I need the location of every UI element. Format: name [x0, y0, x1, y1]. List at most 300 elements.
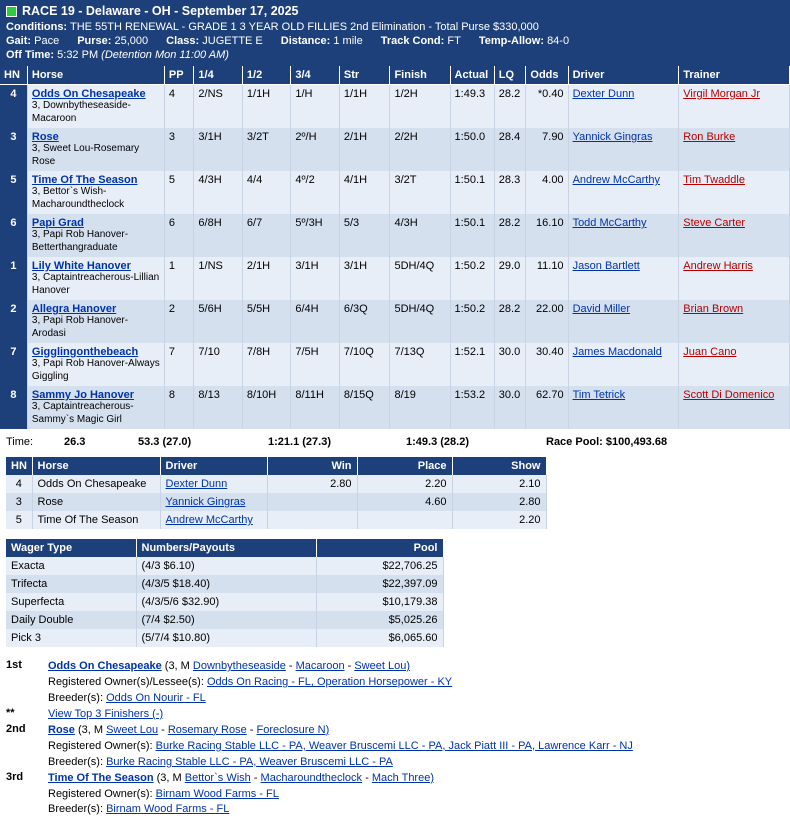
purse-label: Purse:: [77, 35, 112, 47]
wager-pool: $6,065.60: [316, 629, 443, 647]
row-str: 8/15Q: [339, 386, 390, 429]
view-top3-row: [6, 707, 790, 723]
row-driver-cell: [568, 343, 679, 386]
row-finish: 5DH/4Q: [390, 257, 450, 300]
row-q1: 8/13: [194, 386, 242, 429]
driver-link[interactable]: Yannick Gingras: [165, 496, 246, 508]
owner-label: Registered Owner(s)/Lessee(s):: [48, 675, 204, 688]
row-horse-cell: [27, 300, 164, 343]
payout-driver-cell: [160, 511, 267, 529]
horse-breeding: 3, Papi Rob Hanover-Always Giggling: [31, 358, 160, 382]
damsire-link[interactable]: Foreclosure N): [256, 723, 330, 736]
trainer-link[interactable]: Steve Carter: [683, 217, 745, 229]
horse-link[interactable]: Papi Grad: [31, 217, 84, 229]
row-q3: 1/H: [291, 85, 339, 129]
off-time-label: Off Time:: [6, 49, 55, 61]
track-cond-field: [381, 35, 461, 47]
owner-line: [48, 675, 790, 691]
owner-link[interactable]: Burke Racing Stable LLC - PA, Weaver Bruscemi LLC - PA, Jack Piatt III - PA, Lawrence Karr - NJ: [155, 739, 633, 752]
breeder-line: [48, 691, 790, 707]
payout-win: [267, 493, 357, 511]
row-str: 1/1H: [339, 85, 390, 129]
breeder-link[interactable]: Odds On Nourir - FL: [106, 691, 206, 704]
time-final: 1:49.3 (28.2): [406, 436, 469, 448]
fractional-times-row: [0, 429, 790, 455]
sire-link[interactable]: Downbytheseaside: [192, 660, 286, 672]
row-q2: 8/10H: [242, 386, 290, 429]
wager-header-row: [6, 539, 443, 557]
breeder-link[interactable]: Birnam Wood Farms - FL: [106, 803, 230, 816]
owner-line: [48, 739, 790, 755]
horse-link[interactable]: Odds On Chesapeake: [48, 660, 162, 672]
payouts-header-row: [6, 457, 546, 475]
horse-link[interactable]: Gigglingonthebeach: [31, 346, 139, 358]
temp-allow-label: Temp-Allow:: [478, 35, 544, 47]
row-finish: 3/2T: [390, 171, 450, 214]
time-label: Time:: [6, 436, 34, 448]
col-pp: PP: [164, 66, 194, 85]
row-hn: 7: [0, 343, 27, 386]
wager-row: [6, 629, 443, 647]
wager-table: [6, 539, 444, 647]
breeder-line: [48, 755, 790, 771]
results-header-row: [0, 66, 790, 85]
finisher-entry: [6, 659, 790, 707]
row-hn: 2: [0, 300, 27, 343]
payout-show: 2.20: [452, 511, 546, 529]
wager-row: [6, 557, 443, 575]
row-trainer-cell: [679, 85, 790, 129]
wager-numbers: (4/3/5/6 $32.90): [136, 593, 316, 611]
row-driver-cell: [568, 214, 679, 257]
row-trainer-cell: [679, 171, 790, 214]
row-driver-cell: [568, 257, 679, 300]
driver-link[interactable]: Jason Bartlett: [572, 260, 640, 272]
col-quarter: 1/4: [194, 66, 242, 85]
row-horse-cell: [27, 343, 164, 386]
row-q3: 7/5H: [291, 343, 339, 386]
row-q2: 6/7: [242, 214, 290, 257]
row-q2: 2/1H: [242, 257, 290, 300]
race-pool-value: $100,493.68: [605, 436, 668, 448]
col-lq: LQ: [494, 66, 526, 85]
finish-position: 3rd: [6, 770, 24, 783]
pay-col-win: Win: [267, 457, 357, 475]
row-q2: 3/2T: [242, 128, 290, 171]
driver-link[interactable]: Tim Tetrick: [572, 389, 626, 401]
row-actual: 1:50.1: [450, 171, 494, 214]
row-odds: 7.90: [526, 128, 568, 171]
row-hn: 5: [0, 171, 27, 214]
row-trainer-cell: [679, 257, 790, 300]
time-threequarter: 1:21.1 (27.3): [268, 436, 331, 448]
driver-link[interactable]: Yannick Gingras: [572, 131, 653, 143]
pay-col-driver: Driver: [160, 457, 267, 475]
class-field: [166, 35, 263, 47]
trainer-link[interactable]: Ron Burke: [683, 131, 736, 143]
table-row: [0, 386, 790, 429]
horse-link[interactable]: Lily White Hanover: [31, 260, 131, 272]
row-q2: 7/8H: [242, 343, 290, 386]
table-row: [0, 257, 790, 300]
row-hn: 8: [0, 386, 27, 429]
payout-hn: 3: [6, 493, 32, 511]
row-str: 2/1H: [339, 128, 390, 171]
wager-col-pool: Pool: [316, 539, 443, 557]
page-title: RACE 19 - Delaware - OH - September 17, 2025: [22, 4, 299, 18]
wager-row: [6, 575, 443, 593]
row-q1: 7/10: [194, 343, 242, 386]
trainer-link[interactable]: Juan Cano: [683, 346, 737, 358]
table-row: [0, 300, 790, 343]
row-q1: 5/6H: [194, 300, 242, 343]
payouts-table: [6, 457, 547, 529]
payout-hn: 5: [6, 511, 32, 529]
horse-link[interactable]: Allegra Hanover: [31, 303, 117, 315]
row-driver-cell: [568, 171, 679, 214]
payout-row: [6, 511, 546, 529]
finish-position: 2nd: [6, 722, 26, 735]
payout-horse: Odds On Chesapeake: [32, 475, 160, 493]
payout-row: [6, 475, 546, 493]
horse-link[interactable]: Time Of The Season: [48, 771, 154, 784]
wager-type: Daily Double: [6, 611, 136, 629]
gait-value: Pace: [34, 35, 60, 47]
horse-breeding: 3, Captaintreacherous-Sammy`s Magic Girl: [31, 401, 134, 425]
col-threequarter: 3/4: [291, 66, 339, 85]
time-half: 53.3 (27.0): [138, 436, 192, 448]
distance-field: [281, 35, 363, 47]
row-trainer-cell: [679, 386, 790, 429]
horse-link[interactable]: Rose: [48, 723, 75, 736]
horse-breeding: 3, Bettor`s Wish-Macharoundtheclock: [31, 186, 125, 210]
col-str: Str: [339, 66, 390, 85]
row-horse-cell: [27, 128, 164, 171]
race-header: [0, 0, 790, 66]
damsire-link[interactable]: Mach Three): [371, 771, 434, 784]
row-hn: 3: [0, 128, 27, 171]
wager-type: Trifecta: [6, 575, 136, 593]
row-horse-cell: [27, 85, 164, 129]
wager-pool: $5,025.26: [316, 611, 443, 629]
col-half: 1/2: [242, 66, 290, 85]
row-actual: 1:52.1: [450, 343, 494, 386]
pay-col-place: Place: [357, 457, 452, 475]
row-finish: 7/13Q: [390, 343, 450, 386]
row-odds: 16.10: [526, 214, 568, 257]
row-pp: 7: [164, 343, 194, 386]
row-horse-cell: [27, 214, 164, 257]
off-time-line: [6, 49, 784, 61]
row-finish: 2/2H: [390, 128, 450, 171]
row-driver-cell: [568, 300, 679, 343]
conditions-line: [6, 21, 784, 33]
class-value: JUGETTE E: [202, 35, 263, 47]
wager-col-type: Wager Type: [6, 539, 136, 557]
driver-link[interactable]: Todd McCarthy: [572, 217, 647, 229]
row-trainer-cell: [679, 300, 790, 343]
col-finish: Finish: [390, 66, 450, 85]
row-hn: 4: [0, 85, 27, 129]
row-q3: 5º/3H: [291, 214, 339, 257]
payout-place: 2.20: [357, 475, 452, 493]
wager-numbers: (4/3 $6.10): [136, 557, 316, 575]
purse-field: [77, 35, 148, 47]
row-finish: 5DH/4Q: [390, 300, 450, 343]
row-q1: 1/NS: [194, 257, 242, 300]
race-attributes-line: [6, 35, 784, 47]
table-row: [0, 171, 790, 214]
owner-link[interactable]: Odds On Racing - FL, Operation Horsepower - KY: [206, 675, 453, 688]
race-title-row: [6, 4, 784, 18]
row-pp: 4: [164, 85, 194, 129]
finisher-details: Rose (3, M Sweet Lou - Rosemary Rose - Foreclosure N) Registered Owner(s): Burke Racing Stable LLC - PA, Weaver Bruscemi LLC - PA, Jack Piatt III - PA, Lawrence Karr - NJ Breeder(s): Burke Racing Stable LLC - PA, Weaver Bruscemi LLC - PA: [48, 723, 790, 771]
row-q2: 1/1H: [242, 85, 290, 129]
horse-sex: (3, M: [156, 771, 182, 784]
view-top-3-finishers-link[interactable]: View Top 3 Finishers (-): [48, 707, 164, 720]
col-horse: Horse: [27, 66, 164, 85]
owner-label: Registered Owner(s):: [48, 787, 153, 800]
pay-col-horse: Horse: [32, 457, 160, 475]
table-row: [0, 343, 790, 386]
horse-sex: (3, M: [77, 723, 104, 736]
row-q1: 2/NS: [194, 85, 242, 129]
horse-breeding: 3, Papi Rob Hanover-Betterthangraduate: [31, 229, 129, 253]
conditions-label: Conditions:: [6, 21, 68, 33]
temp-allow-field: [479, 35, 569, 47]
table-row: [0, 214, 790, 257]
breeder-label: Breeder(s):: [48, 691, 104, 704]
detention-note: (Detention Mon 11:00 AM): [101, 49, 229, 61]
driver-link[interactable]: Dexter Dunn: [572, 88, 635, 100]
horse-breeding: 3, Captaintreacherous-Lillian Hanover: [31, 272, 160, 296]
row-str: 6/3Q: [339, 300, 390, 343]
finisher-details: Time Of The Season (3, M Bettor`s Wish - Macharoundtheclock - Mach Three) Registered Owner(s): Birnam Wood Farms - FL Breeder(s): Birnam Wood Farms - FL: [48, 771, 790, 818]
row-trainer-cell: [679, 214, 790, 257]
col-hn: HN: [0, 66, 27, 85]
horse-link[interactable]: Time Of The Season: [31, 174, 138, 186]
row-driver-cell: [568, 128, 679, 171]
wager-pool: $22,397.09: [316, 575, 443, 593]
payout-driver-cell: [160, 475, 267, 493]
row-pp: 5: [164, 171, 194, 214]
row-finish: 1/2H: [390, 85, 450, 129]
row-actual: 1:50.1: [450, 214, 494, 257]
wager-type: Exacta: [6, 557, 136, 575]
col-odds: Odds: [526, 66, 568, 85]
row-q3: 2º/H: [291, 128, 339, 171]
row-pp: 8: [164, 386, 194, 429]
driver-link[interactable]: David Miller: [572, 303, 631, 315]
sire-link[interactable]: Sweet Lou: [106, 723, 159, 736]
payout-horse: Time Of The Season: [32, 511, 160, 529]
status-square-icon: [6, 6, 17, 17]
purse-value: 25,000: [114, 35, 149, 47]
breeder-link[interactable]: Burke Racing Stable LLC - PA, Weaver Bruscemi LLC - PA: [106, 755, 393, 768]
table-row: [0, 128, 790, 171]
col-trainer: Trainer: [679, 66, 790, 85]
row-lq: 28.4: [494, 128, 526, 171]
race-pool-label: Race Pool:: [546, 436, 603, 448]
row-horse-cell: [27, 171, 164, 214]
row-lq: 30.0: [494, 343, 526, 386]
payout-place: 4.60: [357, 493, 452, 511]
col-actual: Actual: [450, 66, 494, 85]
payout-show: 2.80: [452, 493, 546, 511]
dam-link[interactable]: Macaroon: [295, 660, 345, 672]
pay-col-show: Show: [452, 457, 546, 475]
row-lq: 29.0: [494, 257, 526, 300]
row-driver-cell: [568, 386, 679, 429]
row-str: 7/10Q: [339, 343, 390, 386]
payout-hn: 4: [6, 475, 32, 493]
wager-numbers: (7/4 $2.50): [136, 611, 316, 629]
row-odds: 22.00: [526, 300, 568, 343]
finisher-details: Odds On Chesapeake (3, M Downbytheseaside - Macaroon - Sweet Lou) Registered Owner(s)/Lessee(s): Odds On Racing - FL, Operation Horsepower - KY Breeder(s): Odds On Nourir - FL: [48, 659, 790, 707]
row-q3: 3/1H: [291, 257, 339, 300]
sire-link[interactable]: Bettor`s Wish: [184, 771, 251, 784]
row-q1: 4/3H: [194, 171, 242, 214]
owner-label: Registered Owner(s):: [48, 739, 153, 752]
wager-row: [6, 611, 443, 629]
table-row: [0, 85, 790, 129]
horse-breeding: 3, Downbytheseaside-Macaroon: [31, 100, 131, 124]
horse-link[interactable]: Odds On Chesapeake: [31, 88, 146, 100]
row-finish: 4/3H: [390, 214, 450, 257]
distance-value: 1 mile: [333, 35, 363, 47]
class-label: Class:: [166, 35, 200, 47]
finisher-entry: [6, 723, 790, 771]
row-q3: 6/4H: [291, 300, 339, 343]
driver-link[interactable]: Andrew McCarthy: [165, 514, 253, 526]
row-trainer-cell: [679, 343, 790, 386]
wager-type: Superfecta: [6, 593, 136, 611]
trainer-link[interactable]: Scott Di Domenico: [683, 389, 775, 401]
row-str: 4/1H: [339, 171, 390, 214]
row-actual: 1:50.2: [450, 257, 494, 300]
row-lq: 28.2: [494, 214, 526, 257]
row-hn: 6: [0, 214, 27, 257]
payout-row: [6, 493, 546, 511]
row-actual: 1:49.3: [450, 85, 494, 129]
horse-link[interactable]: Sammy Jo Hanover: [31, 389, 134, 401]
wager-numbers: (5/7/4 $10.80): [136, 629, 316, 647]
row-odds: 30.40: [526, 343, 568, 386]
distance-label: Distance:: [280, 35, 331, 47]
breeder-line: [48, 802, 790, 818]
wager-type: Pick 3: [6, 629, 136, 647]
owner-line: [48, 787, 790, 803]
star-marker: **: [6, 706, 15, 719]
row-odds: *0.40: [526, 85, 568, 129]
row-odds: 11.10: [526, 257, 568, 300]
row-horse-cell: [27, 257, 164, 300]
track-cond-value: FT: [447, 35, 461, 47]
row-actual: 1:53.2: [450, 386, 494, 429]
row-odds: 62.70: [526, 386, 568, 429]
row-lq: 28.2: [494, 300, 526, 343]
row-odds: 4.00: [526, 171, 568, 214]
row-q1: 3/1H: [194, 128, 242, 171]
row-actual: 1:50.0: [450, 128, 494, 171]
row-pp: 1: [164, 257, 194, 300]
finish-position: 1st: [6, 659, 22, 671]
driver-link[interactable]: Dexter Dunn: [165, 478, 228, 490]
row-pp: 2: [164, 300, 194, 343]
row-hn: 1: [0, 257, 27, 300]
breeder-label: Breeder(s):: [48, 755, 104, 768]
row-q3: 4º/2: [291, 171, 339, 214]
payout-place: [357, 511, 452, 529]
payout-horse: Rose: [32, 493, 160, 511]
damsire-link[interactable]: Sweet Lou): [354, 660, 410, 672]
wager-numbers: (4/3/5 $18.40): [136, 575, 316, 593]
horse-breeding: 3, Sweet Lou-Rosemary Rose: [31, 143, 140, 167]
dam-link[interactable]: Macharoundtheclock: [260, 771, 363, 784]
col-driver: Driver: [568, 66, 679, 85]
finisher-entry: [6, 771, 790, 818]
payout-win: [267, 511, 357, 529]
trainer-link[interactable]: Andrew Harris: [683, 260, 753, 272]
row-q2: 5/5H: [242, 300, 290, 343]
conditions-text: THE 55TH RENEWAL - GRADE 1 3 YEAR OLD FILLIES 2nd Elimination - Total Purse $330,000: [69, 21, 539, 33]
horse-breeding: 3, Papi Rob Hanover-Arodasi: [31, 315, 129, 339]
row-pp: 6: [164, 214, 194, 257]
row-q1: 6/8H: [194, 214, 242, 257]
dam-link[interactable]: Rosemary Rose: [167, 723, 247, 736]
row-finish: 8/19: [390, 386, 450, 429]
off-time-value: 5:32 PM: [57, 49, 99, 61]
row-lq: 28.3: [494, 171, 526, 214]
time-quarter: 26.3: [64, 436, 86, 448]
breeder-label: Breeder(s):: [48, 803, 104, 816]
gait-label: Gait:: [6, 35, 32, 47]
wager-col-numbers: Numbers/Payouts: [136, 539, 316, 557]
pay-col-hn: HN: [6, 457, 32, 475]
view-top3-cell: [48, 707, 790, 723]
gait-field: [6, 35, 59, 47]
row-horse-cell: [27, 386, 164, 429]
row-lq: 28.2: [494, 85, 526, 129]
row-actual: 1:50.2: [450, 300, 494, 343]
payout-win: 2.80: [267, 475, 357, 493]
row-lq: 30.0: [494, 386, 526, 429]
row-str: 3/1H: [339, 257, 390, 300]
track-cond-label: Track Cond:: [380, 35, 445, 47]
row-str: 5/3: [339, 214, 390, 257]
driver-link[interactable]: James Macdonald: [572, 346, 662, 358]
row-trainer-cell: [679, 128, 790, 171]
wager-pool: $22,706.25: [316, 557, 443, 575]
row-pp: 3: [164, 128, 194, 171]
row-driver-cell: [568, 85, 679, 129]
payout-driver-cell: [160, 493, 267, 511]
trainer-link[interactable]: Virgil Morgan Jr: [683, 88, 761, 100]
trainer-link[interactable]: Tim Twaddle: [683, 174, 745, 186]
horse-sex: (3, M: [164, 660, 190, 672]
top-finishers-section: [6, 659, 790, 818]
trainer-link[interactable]: Brian Brown: [683, 303, 744, 315]
temp-allow-value: 84-0: [547, 35, 570, 47]
wager-pool: $10,179.38: [316, 593, 443, 611]
horse-link[interactable]: Rose: [31, 131, 59, 143]
driver-link[interactable]: Andrew McCarthy: [572, 174, 660, 186]
row-q3: 8/11H: [291, 386, 339, 429]
row-q2: 4/4: [242, 171, 290, 214]
results-table: [0, 66, 790, 429]
owner-link[interactable]: Birnam Wood Farms - FL: [155, 787, 279, 800]
payout-show: 2.10: [452, 475, 546, 493]
